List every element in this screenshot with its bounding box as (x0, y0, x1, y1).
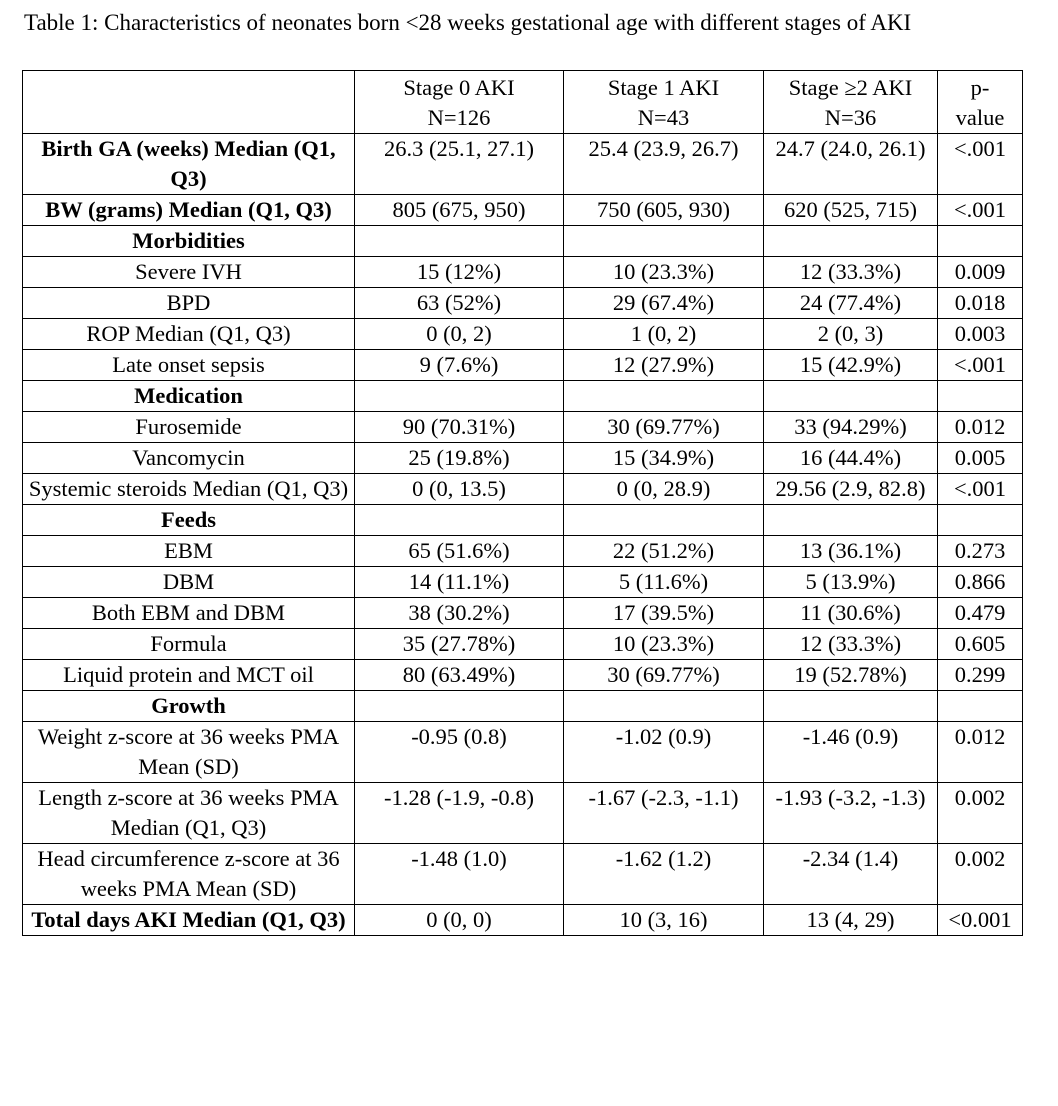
table-row (23, 195, 1023, 226)
row-label: ROP Median (Q1, Q3) (23, 319, 355, 350)
value-cell: 12 (27.9%) (564, 350, 764, 381)
row-label: DBM (23, 567, 355, 598)
p-value-cell: <.001 (938, 474, 1023, 505)
value-cell: -1.02 (0.9) (564, 722, 764, 783)
p-value-cell: <.001 (938, 350, 1023, 381)
value-cell (564, 226, 764, 257)
value-cell (564, 691, 764, 722)
value-cell: 9 (7.6%) (355, 350, 564, 381)
table-row (23, 474, 1023, 505)
table-caption: Table 1: Characteristics of neonates born <28 weeks gestational age with different stages of AKI (24, 10, 912, 35)
value-cell: 63 (52%) (355, 288, 564, 319)
value-cell: 15 (12%) (355, 257, 564, 288)
value-cell: 0 (0, 28.9) (564, 474, 764, 505)
table-row (23, 598, 1023, 629)
table-header-row (23, 71, 1023, 134)
value-cell: 10 (3, 16) (564, 905, 764, 936)
value-cell: 15 (34.9%) (564, 443, 764, 474)
value-cell: 620 (525, 715) (764, 195, 938, 226)
table-row (23, 257, 1023, 288)
section-header-row (23, 691, 1023, 722)
value-cell: 24 (77.4%) (764, 288, 938, 319)
p-value-cell: <0.001 (938, 905, 1023, 936)
value-cell: -0.95 (0.8) (355, 722, 564, 783)
table-row (23, 629, 1023, 660)
table-row (23, 350, 1023, 381)
row-label: Length z-score at 36 weeks PMA Median (Q1, Q3) (23, 783, 355, 844)
value-cell: 11 (30.6%) (764, 598, 938, 629)
value-cell: 30 (69.77%) (564, 412, 764, 443)
row-label: BW (grams) Median (Q1, Q3) (23, 195, 355, 226)
p-value-cell: 0.002 (938, 844, 1023, 905)
value-cell: 90 (70.31%) (355, 412, 564, 443)
value-cell: 12 (33.3%) (764, 257, 938, 288)
table-row (23, 288, 1023, 319)
value-cell: 33 (94.29%) (764, 412, 938, 443)
value-cell: 19 (52.78%) (764, 660, 938, 691)
p-value-cell: 0.018 (938, 288, 1023, 319)
table-row (23, 567, 1023, 598)
value-cell: 13 (36.1%) (764, 536, 938, 567)
value-cell (355, 505, 564, 536)
row-label: Late onset sepsis (23, 350, 355, 381)
value-cell: 5 (11.6%) (564, 567, 764, 598)
value-cell: 13 (4, 29) (764, 905, 938, 936)
value-cell (355, 226, 564, 257)
value-cell: -1.67 (-2.3, -1.1) (564, 783, 764, 844)
p-value-cell: <.001 (938, 195, 1023, 226)
value-cell: 5 (13.9%) (764, 567, 938, 598)
value-cell (355, 691, 564, 722)
value-cell: -1.62 (1.2) (564, 844, 764, 905)
value-cell: 750 (605, 930) (564, 195, 764, 226)
value-cell: 30 (69.77%) (564, 660, 764, 691)
value-cell (764, 505, 938, 536)
row-label: Medication (23, 381, 355, 412)
row-label: Formula (23, 629, 355, 660)
table-row (23, 783, 1023, 844)
value-cell: 38 (30.2%) (355, 598, 564, 629)
value-cell (764, 691, 938, 722)
value-cell: -1.93 (-3.2, -1.3) (764, 783, 938, 844)
header-cell-stage2: Stage ≥2 AKI N=36 (764, 71, 938, 134)
row-label: EBM (23, 536, 355, 567)
header-cell-stage1: Stage 1 AKI N=43 (564, 71, 764, 134)
row-label: Furosemide (23, 412, 355, 443)
value-cell: 0 (0, 0) (355, 905, 564, 936)
value-cell: 15 (42.9%) (764, 350, 938, 381)
value-cell (764, 381, 938, 412)
table-row (23, 536, 1023, 567)
value-cell: -1.48 (1.0) (355, 844, 564, 905)
p-value-cell: 0.866 (938, 567, 1023, 598)
table-body (23, 71, 1023, 936)
value-cell: 35 (27.78%) (355, 629, 564, 660)
p-value-cell: 0.012 (938, 722, 1023, 783)
value-cell: 805 (675, 950) (355, 195, 564, 226)
value-cell: -1.28 (-1.9, -0.8) (355, 783, 564, 844)
value-cell: 12 (33.3%) (764, 629, 938, 660)
table-row (23, 134, 1023, 195)
table-row (23, 905, 1023, 936)
value-cell: 25 (19.8%) (355, 443, 564, 474)
value-cell (564, 505, 764, 536)
value-cell: 0 (0, 2) (355, 319, 564, 350)
table-row (23, 443, 1023, 474)
p-value-cell: 0.002 (938, 783, 1023, 844)
header-cell-pvalue: p- value (938, 71, 1023, 134)
row-label: Head circumference z-score at 36 weeks PMA Mean (SD) (23, 844, 355, 905)
row-label: Morbidities (23, 226, 355, 257)
table-row (23, 412, 1023, 443)
value-cell: 2 (0, 3) (764, 319, 938, 350)
section-header-row (23, 381, 1023, 412)
p-value-cell: 0.299 (938, 660, 1023, 691)
value-cell: -2.34 (1.4) (764, 844, 938, 905)
value-cell: -1.46 (0.9) (764, 722, 938, 783)
table-row (23, 319, 1023, 350)
row-label: Total days AKI Median (Q1, Q3) (23, 905, 355, 936)
p-value-cell (938, 381, 1023, 412)
characteristics-table (22, 70, 1023, 936)
row-label: Vancomycin (23, 443, 355, 474)
p-value-cell: 0.005 (938, 443, 1023, 474)
value-cell: 0 (0, 13.5) (355, 474, 564, 505)
p-value-cell: 0.605 (938, 629, 1023, 660)
value-cell: 65 (51.6%) (355, 536, 564, 567)
p-value-cell: 0.003 (938, 319, 1023, 350)
table-row (23, 844, 1023, 905)
value-cell: 29 (67.4%) (564, 288, 764, 319)
value-cell (564, 381, 764, 412)
row-label: Severe IVH (23, 257, 355, 288)
value-cell: 10 (23.3%) (564, 257, 764, 288)
table-row (23, 722, 1023, 783)
value-cell (355, 381, 564, 412)
value-cell: 24.7 (24.0, 26.1) (764, 134, 938, 195)
table-row (23, 660, 1023, 691)
row-label: Birth GA (weeks) Median (Q1, Q3) (23, 134, 355, 195)
value-cell: 17 (39.5%) (564, 598, 764, 629)
header-cell-stage0: Stage 0 AKI N=126 (355, 71, 564, 134)
p-value-cell: 0.009 (938, 257, 1023, 288)
section-header-row (23, 505, 1023, 536)
value-cell: 10 (23.3%) (564, 629, 764, 660)
p-value-cell (938, 226, 1023, 257)
row-label: Systemic steroids Median (Q1, Q3) (23, 474, 355, 505)
value-cell: 25.4 (23.9, 26.7) (564, 134, 764, 195)
row-label: Feeds (23, 505, 355, 536)
row-label: Weight z-score at 36 weeks PMA Mean (SD) (23, 722, 355, 783)
p-value-cell: 0.273 (938, 536, 1023, 567)
row-label: BPD (23, 288, 355, 319)
section-header-row (23, 226, 1023, 257)
p-value-cell: 0.479 (938, 598, 1023, 629)
row-label: Both EBM and DBM (23, 598, 355, 629)
value-cell: 80 (63.49%) (355, 660, 564, 691)
row-label: Growth (23, 691, 355, 722)
p-value-cell (938, 505, 1023, 536)
value-cell: 14 (11.1%) (355, 567, 564, 598)
value-cell: 16 (44.4%) (764, 443, 938, 474)
value-cell: 1 (0, 2) (564, 319, 764, 350)
p-value-cell: 0.012 (938, 412, 1023, 443)
value-cell: 22 (51.2%) (564, 536, 764, 567)
value-cell: 26.3 (25.1, 27.1) (355, 134, 564, 195)
header-cell (23, 71, 355, 134)
value-cell (764, 226, 938, 257)
p-value-cell (938, 691, 1023, 722)
value-cell: 29.56 (2.9, 82.8) (764, 474, 938, 505)
row-label: Liquid protein and MCT oil (23, 660, 355, 691)
p-value-cell: <.001 (938, 134, 1023, 195)
